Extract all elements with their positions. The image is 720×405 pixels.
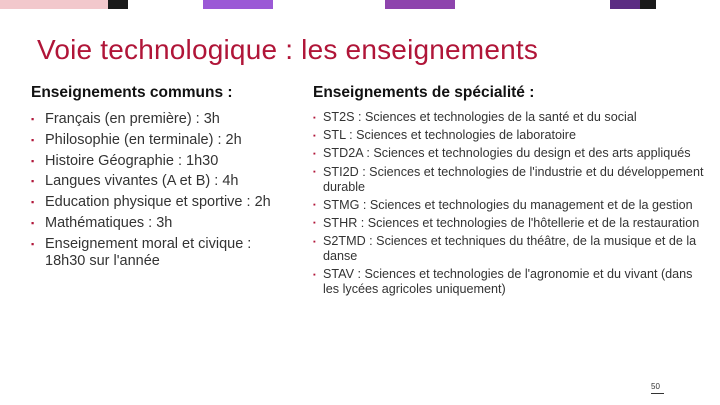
list-item: ▪ Enseignement moral et civique : 18h30 sur l'année bbox=[31, 235, 252, 270]
specialty-subjects-list bbox=[313, 110, 708, 297]
common-subjects-heading: Enseignements communs : bbox=[31, 84, 233, 101]
list-item: ▪ STAV : Sciences et technologies de l'agronomie et du vivant (dans les lycées agricoles uniquement) bbox=[313, 267, 693, 297]
list-item: ▪ STI2D : Sciences et technologies de l'industrie et du développement durable bbox=[313, 164, 704, 194]
bullet-icon: ▪ bbox=[31, 134, 35, 145]
list-item: ▪ Education physique et sportive : 2h bbox=[31, 194, 271, 211]
list-item: ▪ S2TMD : Sciences et techniques du théâtre, de la musique et de la danse bbox=[313, 234, 697, 264]
bullet-icon: ▪ bbox=[313, 130, 316, 140]
top-bar-segment-5 bbox=[610, 0, 640, 9]
bullet-icon: ▪ bbox=[31, 114, 35, 124]
list-item: ▪ Langues vivantes (A et B) : 4h bbox=[31, 173, 239, 190]
page-number: 50 bbox=[651, 382, 660, 391]
top-bar-segment-6 bbox=[640, 0, 656, 9]
specialty-subjects-column bbox=[313, 84, 708, 301]
list-item: ▪ STL : Sciences et technologies de laboratoire bbox=[313, 128, 576, 143]
bullet-icon: ▪ bbox=[313, 218, 316, 228]
list-item: ▪ STD2A : Sciences et technologies du design et des arts appliqués bbox=[313, 146, 691, 161]
common-subjects-list bbox=[31, 111, 293, 271]
list-item: ▪ Histoire Géographie : 1h30 bbox=[31, 152, 219, 169]
list-item: ▪ Français (en première) : 3h bbox=[31, 111, 220, 127]
top-bar-segment-1 bbox=[0, 0, 108, 9]
bullet-icon: ▪ bbox=[31, 238, 35, 249]
bullet-icon: ▪ bbox=[31, 155, 35, 166]
bullet-icon: ▪ bbox=[313, 167, 316, 177]
bullet-icon: ▪ bbox=[31, 197, 35, 208]
bullet-icon: ▪ bbox=[313, 200, 316, 210]
bullet-icon: ▪ bbox=[31, 176, 35, 187]
specialty-subjects-heading: Enseignements de spécialité : bbox=[313, 84, 535, 101]
common-subjects-column bbox=[31, 84, 293, 274]
list-item: ▪ Mathématiques : 3h bbox=[31, 214, 173, 231]
top-bar-segment-2 bbox=[108, 0, 128, 9]
bullet-icon: ▪ bbox=[313, 236, 316, 246]
bullet-icon: ▪ bbox=[313, 148, 316, 158]
list-item: ▪ ST2S : Sciences et technologies de la santé et du social bbox=[313, 110, 637, 124]
page-number-underline bbox=[651, 393, 664, 394]
bullet-icon: ▪ bbox=[31, 217, 35, 228]
list-item: ▪ STMG : Sciences et technologies du management et de la gestion bbox=[313, 197, 693, 212]
bullet-icon: ▪ bbox=[313, 269, 316, 279]
top-bar-segment-4 bbox=[385, 0, 455, 9]
list-item: ▪ Philosophie (en terminale) : 2h bbox=[31, 131, 242, 148]
slide-title: Voie technologique : les enseignements bbox=[37, 34, 539, 65]
top-bar-segment-3 bbox=[203, 0, 273, 9]
bullet-icon: ▪ bbox=[313, 112, 316, 122]
list-item: ▪ STHR : Sciences et technologies de l'hôtellerie et de la restauration bbox=[313, 215, 700, 230]
